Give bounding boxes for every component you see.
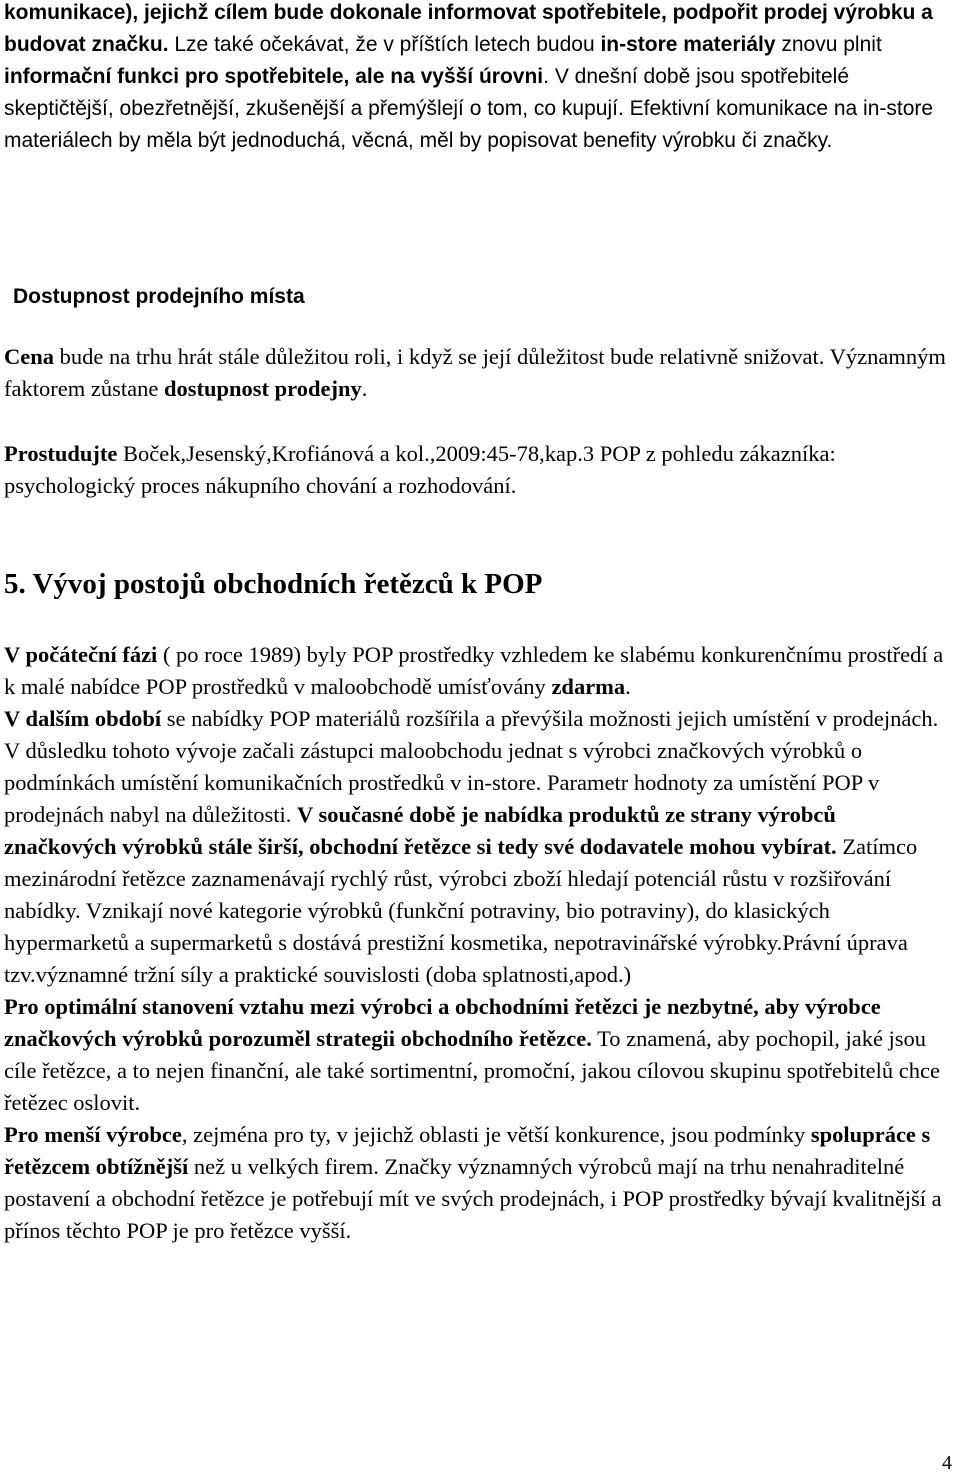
- chapter-heading: 5. Vývoj postojů obchodních řetězců k POP: [4, 568, 543, 600]
- text-run: ( po roce 1989) byly POP prostředky vzhledem ke slabému konkurenčnímu prostředí a k malé nabídce POP prostředků v maloobchodě umísťovány: [4, 642, 944, 699]
- subheading-store-accessibility: Dostupnost prodejního místa: [13, 285, 305, 308]
- bold-study: Prostudujte: [4, 441, 118, 466]
- bold-smaller-producers: Pro menší výrobce: [4, 1122, 182, 1147]
- text-run: , zejména pro ty, v jejichž oblasti je větší konkurence, jsou podmínky: [181, 1122, 811, 1147]
- text-run: znovu plnit: [775, 33, 882, 56]
- text-run: bude na trhu hrát stále důležitou roli, i když se její důležitost bude relativně snižovat. Významným faktorem zůstane: [4, 344, 946, 401]
- sentence-communication-goal: komunikace), jejichž cílem bude dokonale informovat spotřebitele, podpořit prodej výrobku a budovat značku.: [4, 1, 933, 56]
- text-run: .: [625, 674, 631, 699]
- bold-cooperation-harder: spolupráce s řetězcem obtížnější: [4, 1122, 931, 1179]
- text-run: .: [543, 65, 549, 88]
- paragraph-chain-attitudes: [4, 639, 954, 1247]
- bold-store-accessibility: dostupnost prodejny: [163, 376, 362, 401]
- text-run: V dnešní době jsou spotřebitelé skeptičtější, obezřetnější, zkušenější a přemýšlejí o tom, co kupují. Efektivní komunikace na in-store materiálech by měla být jednoduchá, věcná, měl by popisovat benefity výrobku či značky.: [4, 65, 934, 152]
- bold-in-store-materials: in-store materiály: [600, 33, 776, 56]
- text-run: Lze také očekávat, že v příštích letech budou: [174, 33, 601, 56]
- paragraph-price: [4, 341, 954, 405]
- page-number: 4: [942, 1452, 952, 1474]
- bold-optimal-relationship: Pro optimální stanovení vztahu mezi výrobci a obchodními řetězci je nezbytné, aby výrobce značkových výrobků porozuměl strategii obchodního řetězce.: [4, 994, 881, 1051]
- text-run: Zatímco mezinárodní řetězce zaznamenávají rychlý růst, výrobci zboží hledají potenciál růstu v rozšiřování nabídky. Vznikají nové kategorie výrobků (funkční potraviny, bio potraviny), do klasických hypermarketů a supermarketů s dostává prestižní kosmetika, nepotravinářské výrobky.Právní úprava tzv.významné tržní síly a praktické souvislosti (doba splatnosti,apod.): [4, 834, 918, 987]
- paragraph-in-store-trends: [4, 0, 954, 157]
- bold-free: zdarma: [551, 674, 626, 699]
- bold-current-period: V současné době je nabídka produktů ze strany výrobců značkových výrobků stále širší, obchodní řetězce si tedy své dodavatele mohou vybírat.: [4, 802, 837, 859]
- text-run: se nabídky POP materiálů rozšířila a převýšila možnosti jejich umístění v prodejnách. V důsledku tohoto vývoje začali zástupci maloobchodu jednat s výrobci značkových výrobků o podmínkách umístění komunikačních prostředků v in-store. Parametr hodnoty za umístění POP v prodejnách nabyl na důležitosti.: [4, 706, 939, 827]
- text-run: To znamená, aby pochopil, jaké jsou cíle řetězce, a to nejen finanční, ale také sortimentní, promoční, jakou cílovou skupinu spotřebitelů chce řetězec oslovit.: [4, 1026, 940, 1115]
- text-run: .: [361, 376, 368, 401]
- bold-next-period: V dalším období: [4, 706, 162, 731]
- bold-initial-phase: V počáteční fázi: [4, 642, 158, 667]
- bold-price: Cena: [4, 344, 54, 369]
- text-run: Boček,Jesenský,Krofiánová a kol.,2009:45-78,kap.3 POP z pohledu zákazníka: psychologický proces nákupního chování a rozhodování.: [4, 441, 836, 498]
- text-run: než u velkých firem. Značky významných výrobců mají na trhu nenahraditelné postavení a obchodní řetězce je potřebují mít ve svých prodejnách, i POP prostředky bývají kvalitnější a přínos těchto POP je pro řetězce vyšší.: [4, 1154, 942, 1243]
- bold-information-function: informační funkci pro spotřebitele, ale na vyšší úrovni: [4, 65, 544, 88]
- paragraph-study-reference: [4, 438, 954, 502]
